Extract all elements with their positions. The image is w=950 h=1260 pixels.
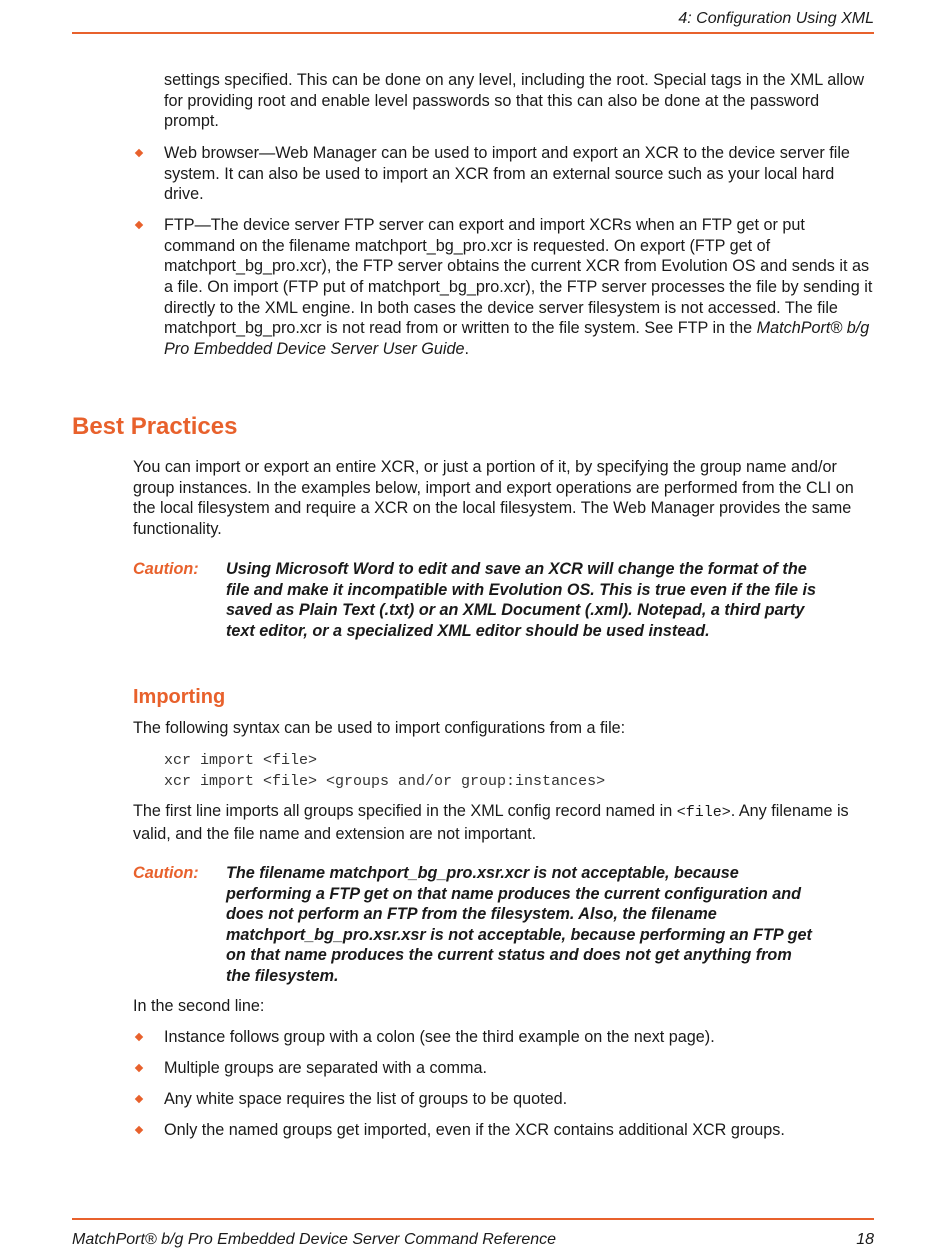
list-item: Any white space requires the list of groups to be quoted.: [134, 1089, 874, 1110]
diamond-bullet-icon: [135, 149, 143, 157]
list-item: Multiple groups are separated with a comma.: [134, 1058, 874, 1079]
first-line-explanation: The first line imports all groups specified in the XML config record named in <file>. Any filename is valid, and the file name and extension are not important.: [133, 802, 849, 843]
user-guide-reference: MatchPort® b/g Pro Embedded Device Server User Guide: [164, 319, 870, 358]
list-item: Instance follows group with a colon (see the third example on the next page).: [134, 1027, 874, 1048]
caution-text: Using Microsoft Word to edit and save an XCR will change the format of the file and make it incompatible with Evolution OS. This is true even if the file is saved as Plain Text (.txt) or an XML Document (.xml). Notepad, a third party text editor, or a specialized XML editor should be used instead.: [226, 560, 817, 640]
page-header: [72, 8, 874, 34]
chapter-title: 4: Configuration Using XML: [678, 10, 874, 27]
list-item: Web browser—Web Manager can be used to import and export an XCR to the device server file system. It can also be used to import an XCR from an external source such as your local hard drive.: [134, 143, 874, 205]
code-line: xcr import <file>: [164, 752, 318, 769]
importing-intro: The following syntax can be used to import configurations from a file:: [133, 719, 626, 737]
subsection-title: Importing: [133, 686, 226, 708]
diamond-bullet-icon: [135, 1126, 143, 1134]
diamond-bullet-icon: [135, 1033, 143, 1041]
continued-paragraph: settings specified. This can be done on any level, including the root. Special tags in the XML allow for providing root and enable level passwords so that this can also be done at the password prompt.: [164, 71, 865, 131]
access-methods-list: [134, 143, 874, 370]
diamond-bullet-icon: [135, 1095, 143, 1103]
list-item: Only the named groups get imported, even if the XCR contains additional XCR groups.: [134, 1120, 874, 1141]
inline-code: <file>: [676, 804, 731, 821]
caution-label: Caution:: [133, 864, 199, 882]
second-line-intro: In the second line:: [133, 997, 265, 1015]
page-footer: [72, 1218, 874, 1250]
diamond-bullet-icon: [135, 1064, 143, 1072]
caution-label: Caution:: [133, 560, 199, 578]
caution-text: The filename matchport_bg_pro.xsr.xcr is not acceptable, because performing a FTP get on that name produces the current configuration and does not perform an FTP from the filesystem. Also, the filename matchport_bg_pro.xsr.xsr is not acceptable, because performing an FTP get on that name produces the current status and does not get anything from the filesystem.: [226, 864, 812, 985]
document-title: MatchPort® b/g Pro Embedded Device Server Command Reference: [72, 1231, 557, 1248]
section-title: Best Practices: [72, 413, 238, 440]
best-practices-paragraph: You can import or export an entire XCR, or just a portion of it, by specifying the group name and/or group instances. In the examples below, import and export operations are performed from the CLI on the local filesystem and require a XCR on the local filesystem. The Web Manager provides the same functionality.: [133, 458, 854, 538]
second-line-rules-list: [134, 1027, 874, 1151]
code-block: [164, 750, 605, 792]
page-number: 18: [856, 1231, 874, 1248]
list-item: FTP—The device server FTP server can export and import XCRs when an FTP get or put command on the filename matchport_bg_pro.xcr is requested. On export (FTP get of matchport_bg_pro.xcr), the FTP server obtains the current XCR from Evolution OS and sends it as a file. On import (FTP put of matchport_bg_pro.xcr), the FTP server processes the file by sending it directly to the XML engine. In both cases the device server filesystem is not accessed. The file matchport_bg_pro.xcr is not read from or written to the file system. See FTP in the MatchPort® b/g Pro Embedded Device Server User Guide.: [134, 215, 874, 359]
diamond-bullet-icon: [135, 221, 143, 229]
caution-box: [133, 559, 833, 663]
code-line: xcr import <file> <groups and/or group:instances>: [164, 773, 606, 790]
caution-box: [133, 863, 833, 987]
